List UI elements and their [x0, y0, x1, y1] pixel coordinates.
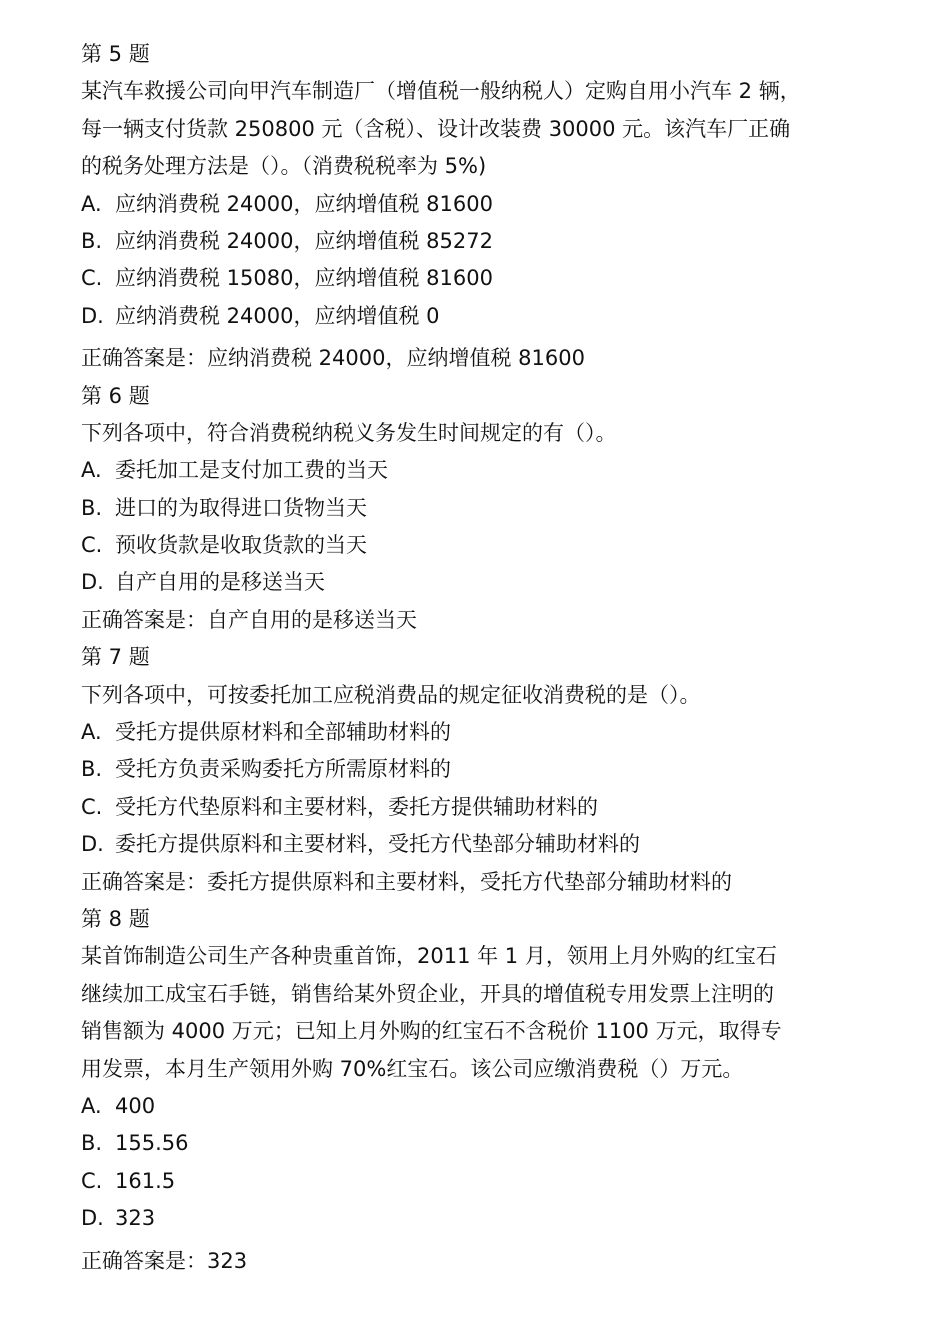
- option-letter: C.: [81, 266, 103, 291]
- option-letter: B.: [81, 1131, 103, 1156]
- option-b: [81, 751, 901, 788]
- option-a: [81, 186, 901, 223]
- option-text: 323: [115, 1206, 156, 1231]
- option-letter: D.: [81, 832, 104, 857]
- option-letter: D.: [81, 570, 104, 595]
- option-text: 委托加工是支付加工费的当天: [115, 458, 388, 483]
- question-title: 第 5 题: [81, 42, 150, 66]
- option-letter: B.: [81, 757, 103, 782]
- option-c: [81, 789, 901, 826]
- option-text: 预收货款是收取货款的当天: [115, 533, 367, 558]
- question-stem-line: 销售额为 4000 万元；已知上月外购的红宝石不含税价 1100 万元，取得专: [81, 1019, 782, 1044]
- option-d: [81, 564, 901, 601]
- option-a: [81, 452, 901, 489]
- option-text: 自产自用的是移送当天: [115, 570, 325, 595]
- option-letter: C.: [81, 533, 103, 558]
- option-text: 受托方提供原材料和全部辅助材料的: [115, 720, 451, 745]
- question-stem-line: 某首饰制造公司生产各种贵重首饰，2011 年 1 月，领用上月外购的红宝石: [81, 944, 777, 969]
- question-title: 第 7 题: [81, 645, 150, 670]
- option-letter: A.: [81, 191, 102, 216]
- option-text: 应纳消费税 24000，应纳增值税 0: [115, 303, 440, 328]
- option-text: 受托方负责采购委托方所需原材料的: [115, 757, 451, 782]
- correct-answer: 正确答案是：委托方提供原料和主要材料，受托方代垫部分辅助材料的: [81, 869, 732, 894]
- option-c: [81, 1163, 901, 1200]
- question-stem-line: 用发票，本月生产领用外购 70%红宝石。该公司应缴消费税（）万元。: [81, 1056, 744, 1081]
- question-5: [81, 36, 901, 378]
- option-b: [81, 1125, 901, 1162]
- option-b: [81, 490, 901, 527]
- option-text: 应纳消费税 24000，应纳增值税 85272: [115, 228, 493, 253]
- option-b: [81, 223, 901, 260]
- option-d: [81, 826, 901, 863]
- correct-answer: 正确答案是：应纳消费税 24000，应纳增值税 81600: [81, 346, 585, 371]
- question-stem-line: 下列各项中，符合消费税纳税义务发生时间规定的有（）。: [81, 420, 617, 445]
- question-7: [81, 639, 901, 901]
- question-stem-line: 某汽车救援公司向甲汽车制造厂（增值税一般纳税人）定购自用小汽车 2 辆，: [81, 79, 801, 104]
- option-text: 进口的为取得进口货物当天: [115, 495, 367, 520]
- option-text: 委托方提供原料和主要材料，受托方代垫部分辅助材料的: [115, 832, 640, 857]
- question-8: [81, 901, 901, 1280]
- option-c: [81, 260, 901, 297]
- option-text: 400: [115, 1093, 156, 1118]
- option-c: [81, 527, 901, 564]
- option-letter: C.: [81, 1168, 103, 1193]
- option-text: 155.56: [115, 1131, 189, 1156]
- option-text: 受托方代垫原料和主要材料，委托方提供辅助材料的: [115, 794, 598, 819]
- option-letter: B.: [81, 228, 103, 253]
- correct-answer: 正确答案是：自产自用的是移送当天: [81, 607, 417, 632]
- option-letter: A.: [81, 1093, 102, 1118]
- option-a: [81, 1088, 901, 1125]
- option-text: 应纳消费税 24000，应纳增值税 81600: [115, 191, 493, 216]
- option-d: [81, 1200, 901, 1237]
- option-letter: B.: [81, 495, 103, 520]
- question-stem-line: 每一辆支付货款 250800 元（含税）、设计改装费 30000 元。该汽车厂正确: [81, 116, 791, 141]
- option-d: [81, 298, 901, 335]
- question-title: 第 6 题: [81, 383, 150, 408]
- document-page: [81, 36, 901, 1280]
- option-text: 应纳消费税 15080，应纳增值税 81600: [115, 266, 493, 291]
- option-text: 161.5: [115, 1168, 176, 1193]
- option-letter: C.: [81, 794, 103, 819]
- option-letter: D.: [81, 303, 104, 328]
- question-stem-line: 下列各项中，可按委托加工应税消费品的规定征收消费税的是（）。: [81, 682, 701, 707]
- correct-answer: 正确答案是：323: [81, 1248, 248, 1273]
- option-letter: A.: [81, 720, 102, 745]
- question-stem-line: 的税务处理方法是（）。（消费税税率为 5%): [81, 154, 487, 179]
- question-6: [81, 378, 901, 640]
- option-a: [81, 714, 901, 751]
- option-letter: D.: [81, 1206, 104, 1231]
- option-letter: A.: [81, 458, 102, 483]
- question-stem-line: 继续加工成宝石手链，销售给某外贸企业，开具的增值税专用发票上注明的: [81, 981, 774, 1006]
- question-title: 第 8 题: [81, 906, 150, 931]
